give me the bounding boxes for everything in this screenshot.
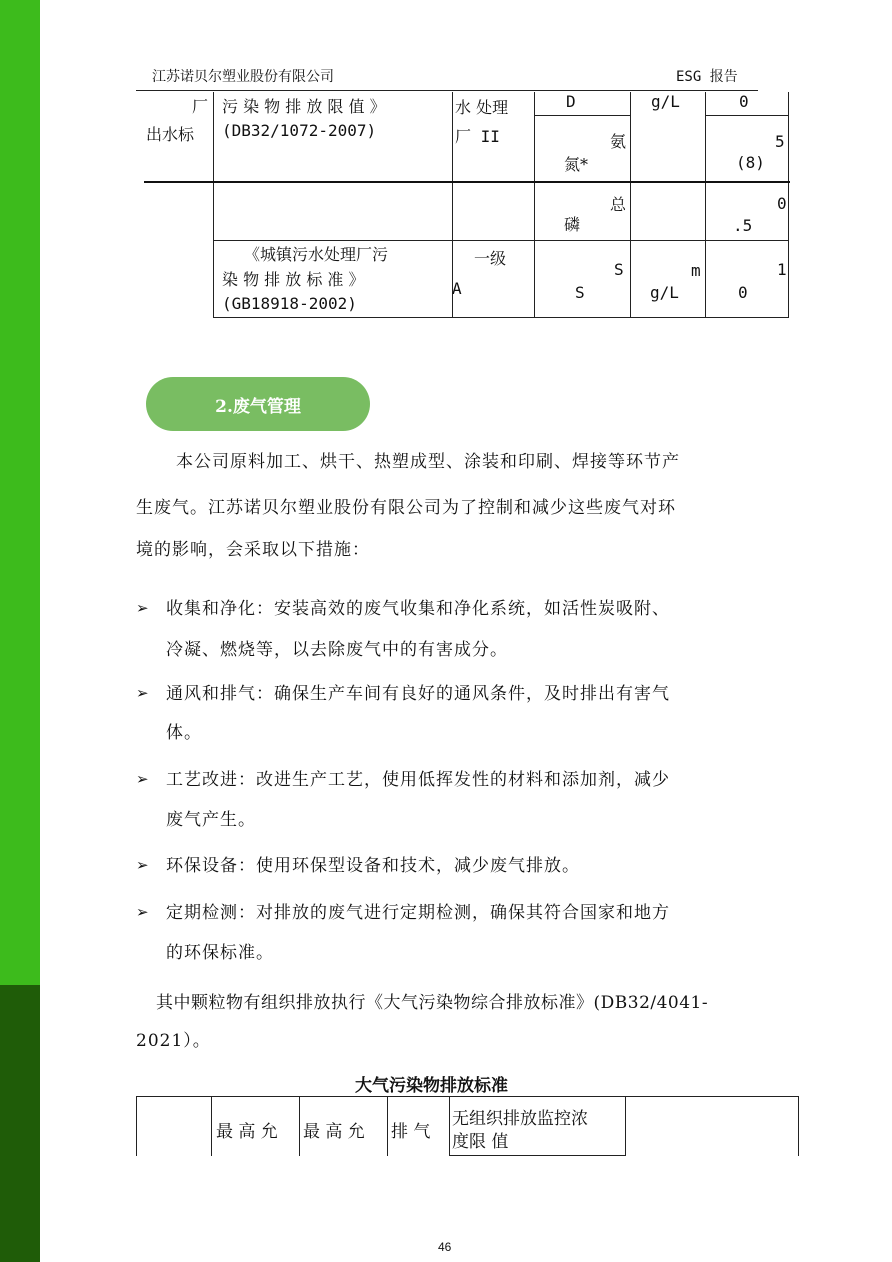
table-header-cell: 最 高 允 [216,1122,278,1142]
table-line [534,92,535,318]
sidebar-band-light [0,0,40,985]
table-cell: 0 [738,283,748,302]
table-cell: 1 [777,260,787,279]
table-cell: 厂 [192,97,209,116]
table-cell: (GB18918-2002) [222,294,357,313]
arrow-bullet-icon: ➢ [136,770,149,788]
table-line [449,1155,625,1156]
paragraph-line: 本公司原料加工、烘干、热塑成型、涂装和印刷、焊接等环节产 [176,452,680,472]
table-cell: m [691,261,701,280]
table-line [705,115,788,116]
table-cell: 染 物 排 放 标 准 》 [222,270,365,289]
table-cell: 磷 [564,215,581,234]
table-line [213,240,788,241]
table-line [299,1096,300,1156]
bullet-text: 的环保标准。 [166,943,274,963]
paragraph-line: 其中颗粒物有组织排放执行《大气污染物综合排放标准》(DB32/4041- [156,993,709,1013]
header-company-name: 江苏诺贝尔塑业股份有限公司 [152,69,334,85]
arrow-bullet-icon: ➢ [136,599,149,617]
bullet-text: 定期检测：对排放的废气进行定期检测，确保其符合国家和地方 [166,903,670,923]
table-cell: .5 [733,216,753,235]
arrow-bullet-icon: ➢ [136,684,149,702]
table-line [387,1096,388,1156]
bullet-text: 收集和净化：安装高效的废气收集和净化系统，如活性炭吸附、 [166,599,670,619]
header-report-title: ESG 报告 [676,69,738,85]
sidebar-band-dark [0,985,40,1262]
bullet-text: 通风和排气：确保生产车间有良好的通风条件，及时排出有害气 [166,684,670,704]
table-line [449,1096,450,1156]
table-cell: 氨 [610,132,627,151]
table-line [213,92,214,318]
table-cell: (DB32/1072-2007) [222,121,377,140]
arrow-bullet-icon: ➢ [136,856,149,874]
table-cell: 0 [739,92,749,111]
bullet-text: 环保设备：使用环保型设备和技术，减少废气排放。 [166,856,580,876]
paragraph-line: 生废气。江苏诺贝尔塑业股份有限公司为了控制和减少这些废气对环 [136,498,676,518]
table-cell: 出水标 [146,125,195,144]
bullet-text: 体。 [166,723,202,743]
table-cell: D [566,92,576,111]
bullet-text: 冷凝、燃烧等，以去除废气中的有害成分。 [166,640,508,660]
table-cell: g/L [650,283,679,302]
table-line [705,92,706,318]
table-line [788,92,789,318]
table-cell: S [575,283,585,302]
table-line [534,115,630,116]
arrow-bullet-icon: ➢ [136,903,149,921]
table-header-cell: 最 高 允 [303,1122,365,1142]
bullet-text: 工艺改进：改进生产工艺，使用低挥发性的材料和添加剂，减少 [166,770,670,790]
table-line [211,1096,212,1156]
table-cell: 厂 II [455,127,500,146]
table-line [136,1096,137,1156]
table-header-cell: 度限 值 [452,1132,509,1152]
table-cell: (8) [736,153,765,172]
table-line [136,1096,798,1097]
table-line [213,317,788,318]
page-number: 46 [438,1240,452,1254]
table-line [144,181,790,183]
table-cell: g/L [651,92,680,111]
table-cell: 一级 [474,249,507,268]
table-cell: 总 [610,195,627,214]
table-line [630,92,631,318]
paragraph-line: 境的影响，会采取以下措施： [136,540,370,560]
table-header-cell: 排 气 [391,1122,431,1142]
table-cell: 污 染 物 排 放 限 值 》 [222,97,386,116]
paragraph-line: 2021）。 [136,1031,211,1051]
bullet-text: 废气产生。 [166,810,256,830]
table-cell: S [614,260,624,279]
table-line [625,1096,626,1156]
table-cell: 氮* [564,155,589,174]
table-cell: 0 [777,194,787,213]
table-cell: 水 处理 [455,98,509,117]
table-title: 大气污染物排放标准 [355,1076,508,1096]
table-header-cell: 无组织排放监控浓 [452,1109,588,1129]
section-heading: 2.废气管理 [146,377,370,431]
table-cell: 《城镇污水处理厂污 [244,245,389,264]
table-cell: A [452,279,462,298]
table-line [798,1096,799,1156]
table-cell: 5 [775,132,785,151]
